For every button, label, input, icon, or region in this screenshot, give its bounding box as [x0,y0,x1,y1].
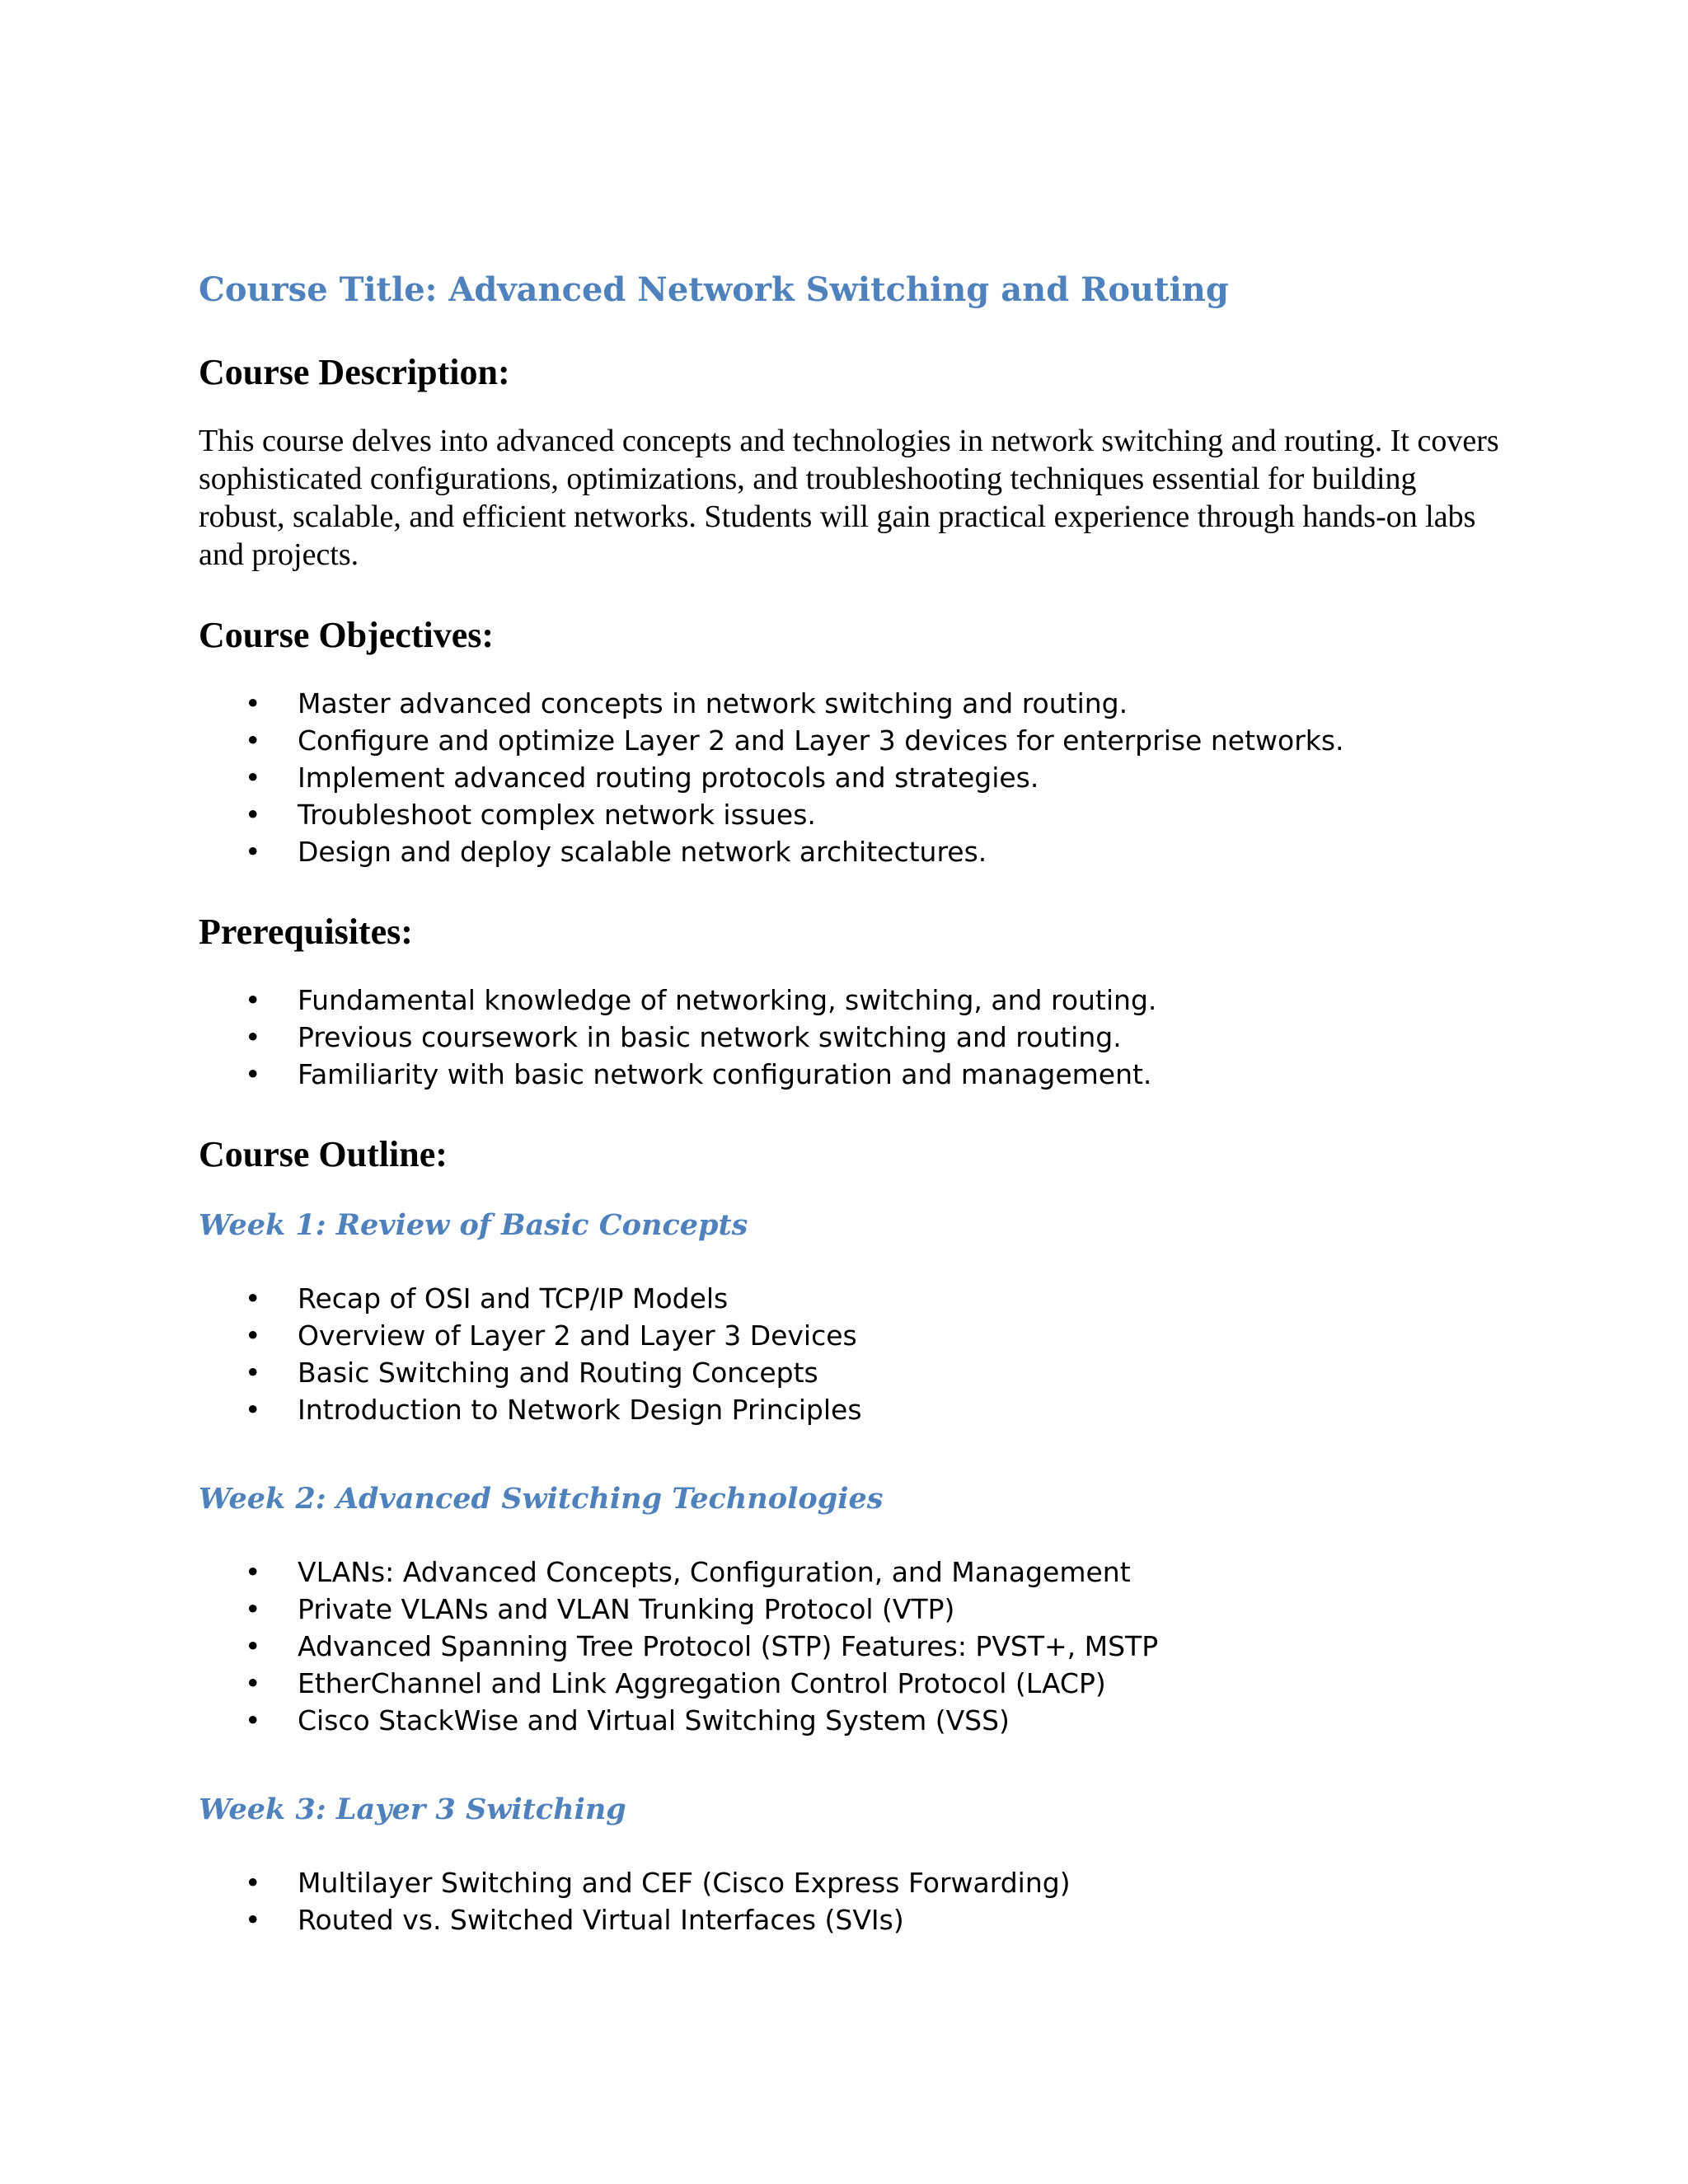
list-item [199,1591,1501,1628]
list-item-text: Routed vs. Switched Virtual Interfaces (SVIs) [298,1904,904,1936]
list-item-text: Cisco StackWise and Virtual Switching System (VSS) [298,1704,1010,1736]
bullet-icon: • [245,1319,261,1352]
list-item-text: Implement advanced routing protocols and strategies. [298,762,1039,794]
list-item [199,1019,1501,1056]
prerequisites-list [199,982,1501,1093]
bullet-icon: • [245,1394,261,1426]
bullet-icon: • [245,1593,261,1625]
list-item-text: Multilayer Switching and CEF (Cisco Express Forwarding) [298,1867,1071,1899]
bullet-icon: • [245,1667,261,1699]
bullet-icon: • [245,984,261,1016]
list-item-text: Previous coursework in basic network switching and routing. [298,1021,1122,1053]
week-2-heading: Week 2: Advanced Switching Technologies [199,1482,884,1516]
list-item [199,1702,1501,1739]
list-item-text: Design and deploy scalable network architectures. [298,836,987,868]
bullet-icon: • [245,1357,261,1389]
bullet-icon: • [245,1867,261,1899]
bullet-icon: • [245,1058,261,1090]
bullet-icon: • [245,1904,261,1936]
list-item [199,1391,1501,1428]
list-item-text: Private VLANs and VLAN Trunking Protocol (VTP) [298,1593,955,1625]
list-item-text: EtherChannel and Link Aggregation Control Protocol (LACP) [298,1667,1106,1699]
list-item [199,1280,1501,1317]
course-title: Course Title: Advanced Network Switching and Routing [199,270,1229,309]
list-item-text: Master advanced concepts in network switching and routing. [298,687,1128,719]
bullet-icon: • [245,1556,261,1588]
week-1-list [199,1280,1501,1428]
list-item [199,1901,1501,1938]
list-item-text: VLANs: Advanced Concepts, Configuration, and Management [298,1556,1131,1588]
course-outline-heading: Course Outline: [199,1134,448,1174]
bullet-icon: • [245,687,261,719]
list-item [199,1628,1501,1665]
list-item [199,1317,1501,1354]
week-1-heading: Week 1: Review of Basic Concepts [199,1208,748,1242]
bullet-icon: • [245,762,261,794]
course-description-heading: Course Description: [199,352,510,392]
list-item [199,1354,1501,1391]
list-item-text: Advanced Spanning Tree Protocol (STP) Features: PVST+, MSTP [298,1630,1159,1662]
list-item [199,796,1501,833]
bullet-icon: • [245,799,261,831]
bullet-icon: • [245,1630,261,1662]
prerequisites-heading: Prerequisites: [199,912,413,952]
list-item [199,1665,1501,1702]
bullet-icon: • [245,1021,261,1053]
list-item [199,1554,1501,1591]
bullet-icon: • [245,1282,261,1315]
list-item [199,1056,1501,1093]
objectives-list [199,685,1501,870]
list-item-text: Introduction to Network Design Principles [298,1394,862,1426]
list-item [199,982,1501,1019]
list-item [199,833,1501,870]
bullet-icon: • [245,836,261,868]
week-2-list [199,1554,1501,1739]
list-item-text: Basic Switching and Routing Concepts [298,1357,818,1389]
list-item [199,685,1501,722]
list-item [199,759,1501,796]
list-item-text: Troubleshoot complex network issues. [298,799,816,831]
list-item-text: Recap of OSI and TCP/IP Models [298,1282,729,1315]
document-content [199,265,1501,1938]
bullet-icon: • [245,724,261,757]
list-item-text: Configure and optimize Layer 2 and Layer 3 devices for enterprise networks. [298,724,1344,757]
list-item [199,1864,1501,1901]
list-item-text: Overview of Layer 2 and Layer 3 Devices [298,1319,857,1352]
list-item [199,722,1501,759]
week-3-heading: Week 3: Layer 3 Switching [199,1793,626,1826]
week-3-list [199,1864,1501,1938]
course-description-text: This course delves into advanced concepts and technologies in network switching and routing. It covers sophisticated configurations, optimizations, and troubleshooting techniques essential for building robust, scalable, and efficient networks. Students will gain practical experience through hands-on labs and projects. [199,424,1499,572]
list-item-text: Familiarity with basic network configuration and management. [298,1058,1152,1090]
bullet-icon: • [245,1704,261,1736]
course-objectives-heading: Course Objectives: [199,615,495,655]
list-item-text: Fundamental knowledge of networking, switching, and routing. [298,984,1157,1016]
